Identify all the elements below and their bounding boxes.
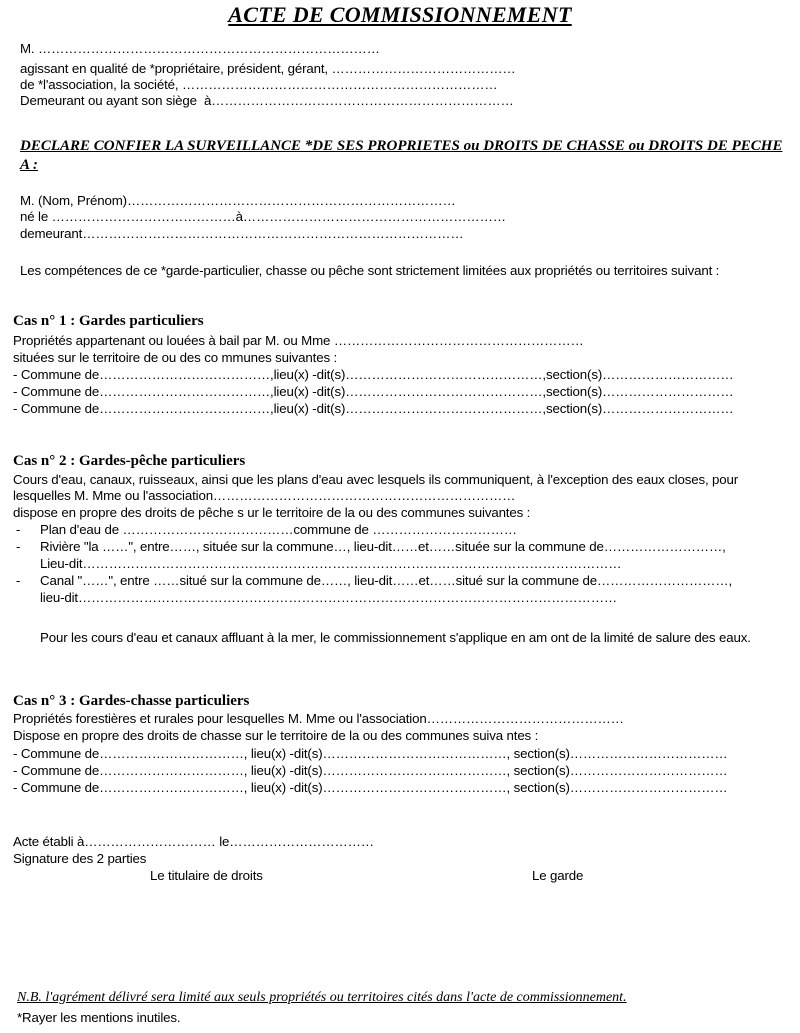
cas1-intro-line: Propriétés appartenant ou louées à bail par M. ou Mme ………………………………………………… <box>13 333 584 348</box>
mandant-domicile-line: Demeurant ou ayant son siège à…………………………………………………………… <box>20 93 514 108</box>
cas2-canal-lieudit-line: lieu-dit…………………………………………………………………………………………………………… <box>40 590 617 605</box>
cas2-bullet: - <box>16 522 21 537</box>
cas1-heading: Cas n° 1 : Gardes particuliers <box>13 313 204 329</box>
garde-birth-line: né le ……………………………………à…………………………………………………… <box>20 209 506 224</box>
cas2-canal-line: Canal "……", entre ……situé sur la commune de……, lieu-dit……et……situé sur la commune de…………………………, <box>40 573 733 588</box>
cas2-plan-eau-line: Plan d'eau de …………………………………commune de …………………………… <box>40 522 517 537</box>
cas2-dispose-line: dispose en propre des droits de pêche s ur le territoire de la ou des communes suivantes : <box>13 505 531 520</box>
nb-notice: N.B. l'agrément délivré sera limité aux seuls propriétés ou territoires cités dans l'acte de commissionnement. <box>17 990 627 1005</box>
document-title: ACTE DE COMMISSIONNEMENT <box>228 2 572 27</box>
cas1-intro-line: situées sur le territoire de ou des co mmunes suivantes : <box>13 350 338 365</box>
cas3-commune-row: - Commune de……………………………, lieu(x) -dit(s)……………………………………, section(s)……………………………… <box>13 763 728 778</box>
cas3-intro-line: Propriétés forestières et rurales pour lesquelles M. Mme ou l'association……………………………………… <box>13 711 624 726</box>
garde-signature-label: Le garde <box>532 868 584 883</box>
cas1-commune-row: - Commune de…………………………………,lieu(x) -dit(s)………………………………………,section(s)………………………… <box>13 384 734 399</box>
garde-domicile-line: demeurant…………………………………………………………………………… <box>20 226 464 241</box>
cas2-riviere-line: Rivière "la ……", entre……, située sur la commune…, lieu-dit……et……située sur la commune de………………………, <box>40 539 726 554</box>
cas2-salure-note: Pour les cours d'eau et canaux affluant à la mer, le commissionnement s'applique en am ont de la limité de salure des eaux. <box>40 630 751 645</box>
cas2-intro-paragraph: Cours d'eau, canaux, ruisseaux, ainsi que les plans d'eau avec lesquels ils communiquent, à l'exception des eaux closes, pour lesquelles M. Mme ou l'association…………………………………………………………… <box>13 472 739 503</box>
signature-label: Signature des 2 parties <box>13 851 147 866</box>
cas1-commune-row: - Commune de…………………………………,lieu(x) -dit(s)………………………………………,section(s)………………………… <box>13 367 734 382</box>
cas3-heading: Cas n° 3 : Gardes-chasse particuliers <box>13 693 250 709</box>
competences-paragraph: Les compétences de ce *garde-particulier, chasse ou pêche sont strictement limitées aux propriétés ou territoires suivant : <box>20 263 720 278</box>
cas1-commune-row: - Commune de…………………………………,lieu(x) -dit(s)………………………………………,section(s)………………………… <box>13 401 734 416</box>
declare-heading: DECLARE CONFIER LA SURVEILLANCE *DE SES PROPRIETES ou DROITS DE CHASSE ou DROITS DE PECHE A : <box>20 138 783 173</box>
cas3-commune-row: - Commune de……………………………, lieu(x) -dit(s)……………………………………, section(s)……………………………… <box>13 746 728 761</box>
cas3-intro-line: Dispose en propre des droits de chasse sur le territoire de la ou des communes suiva ntes : <box>13 728 539 743</box>
garde-name-line: M. (Nom, Prénom)………………………………………………………………… <box>20 193 456 208</box>
acte-etabli-line: Acte établi à………………………… le…………………………… <box>13 834 374 849</box>
mandant-association-line: de *l'association, la société, ……………………………………………………………… <box>20 77 498 92</box>
mandant-qualite-line: agissant en qualité de *propriétaire, président, gérant, …………………………………… <box>20 61 516 76</box>
cas2-bullet: - <box>16 573 21 588</box>
mandant-name-line: M. …………………………………………………………………… <box>20 41 380 56</box>
cas2-riviere-lieudit-line: Lieu-dit…………………………………………………………………………………………………………… <box>40 556 622 571</box>
cas3-commune-row: - Commune de……………………………, lieu(x) -dit(s)……………………………………, section(s)……………………………… <box>13 780 728 795</box>
cas2-bullet: - <box>16 539 21 554</box>
rayer-mentions-note: *Rayer les mentions inutiles. <box>17 1010 181 1025</box>
cas2-heading: Cas n° 2 : Gardes-pêche particuliers <box>13 453 246 469</box>
titulaire-signature-label: Le titulaire de droits <box>150 868 263 883</box>
